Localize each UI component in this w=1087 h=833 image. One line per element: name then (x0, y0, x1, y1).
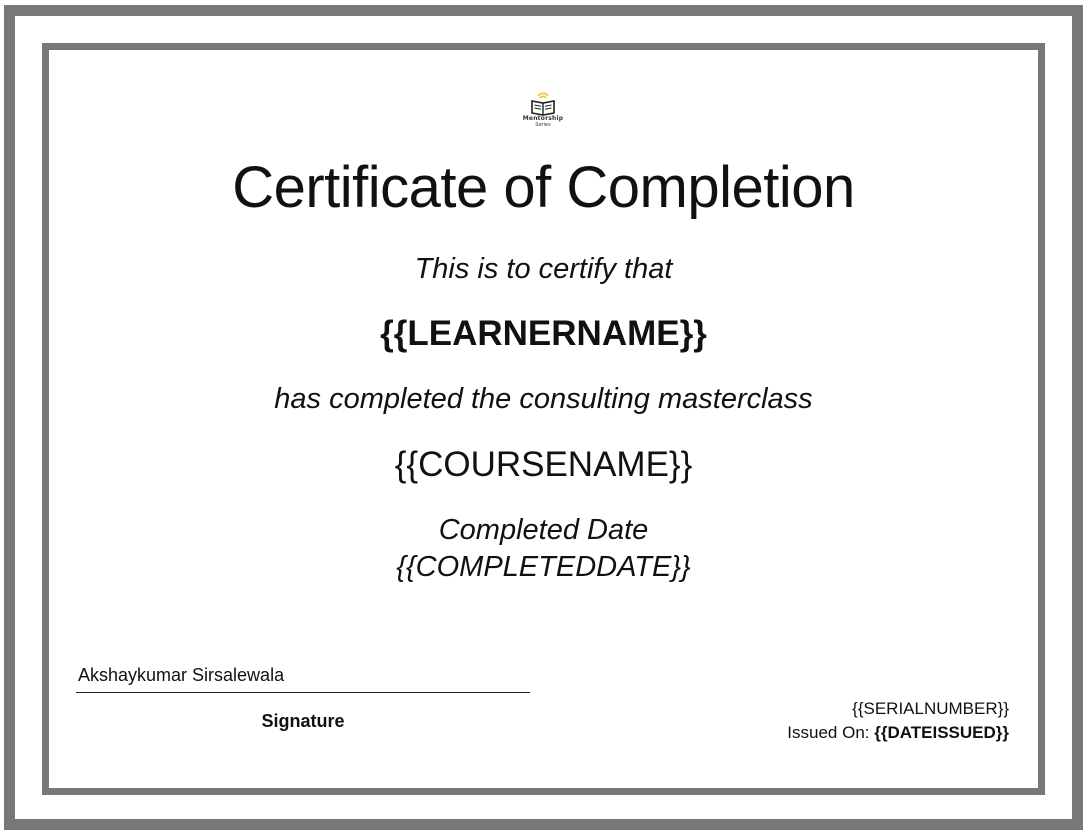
signature-label: Signature (261, 711, 345, 731)
course-name: {{COURSENAME}} (394, 445, 693, 484)
issued-on (787, 721, 1009, 745)
signer-name: Akshaykumar Sirsalewala (78, 665, 285, 685)
certify-intro-text: This is to certify that (414, 253, 673, 285)
issued-on-value: {{DATEISSUED}} (874, 723, 1009, 742)
serial-number: {{SERIALNUMBER}} (852, 699, 1009, 718)
logo-subtitle: Series (535, 122, 551, 128)
issued-on-label: Issued On: (787, 723, 875, 742)
open-book-icon (529, 90, 557, 116)
mentorship-series-logo (514, 90, 572, 134)
learner-name: {{LEARNERNAME}} (380, 314, 707, 353)
completion-statement: has completed the consulting masterclass (274, 383, 813, 415)
certificate-title: Certificate of Completion (232, 155, 855, 220)
completed-date-label: Completed Date (438, 514, 649, 546)
completed-date-value: {{COMPLETEDDATE}} (396, 551, 691, 583)
logo-title: Mentorship (522, 115, 564, 122)
signature-line (76, 692, 530, 693)
